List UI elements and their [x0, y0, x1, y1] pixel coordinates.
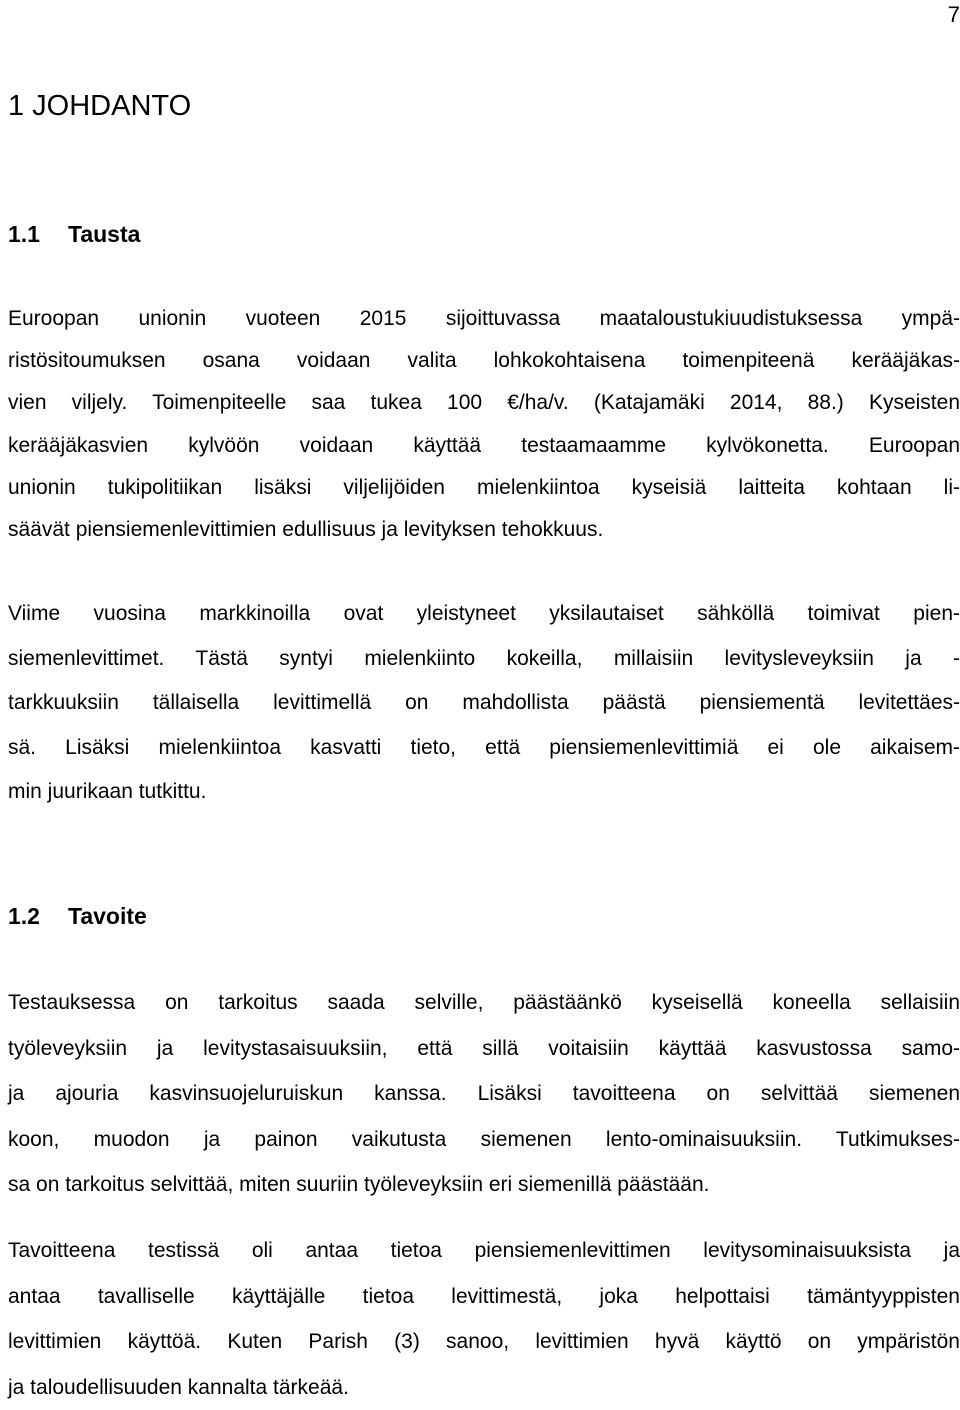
text-line: säävät piensiemenlevittimien edullisuus ja levityksen tehokkuus.: [8, 509, 960, 551]
section-heading-tausta: [8, 218, 140, 250]
text-line: vien viljely. Toimenpiteelle saa tukea 100 €/ha/v. (Katajamäki 2014, 88.) Kyseisten: [8, 382, 960, 424]
text-line: ristösitoumuksen osana voidaan valita lohkokohtaisena toimenpiteenä kerääjäkas-: [8, 340, 960, 382]
text-line: koon, muodon ja painon vaikutusta siemenen lento-ominaisuuksiin. Tutkimukses-: [8, 1117, 960, 1163]
paragraph-tavoite-1: [8, 980, 960, 1208]
chapter-title: 1 JOHDANTO: [8, 86, 191, 126]
page-number: 7: [948, 0, 960, 30]
section-title: Tavoite: [68, 903, 147, 929]
text-line: sa on tarkoitus selvittää, miten suuriin työleveyksiin eri siemenillä päästään.: [8, 1162, 960, 1208]
paragraph-tavoite-2: [8, 1228, 960, 1410]
paragraph-tausta-1: [8, 298, 960, 551]
text-line: siemenlevittimet. Tästä syntyi mielenkiinto kokeilla, millaisiin levitysleveyksiin ja -: [8, 637, 960, 682]
text-line: työleveyksiin ja levitystasaisuuksiin, että sillä voitaisiin käyttää kasvustossa samo-: [8, 1026, 960, 1072]
text-line: kerääjäkasvien kylvöön voidaan käyttää testaamaamme kylvökonetta. Euroopan: [8, 425, 960, 467]
text-line: ja taloudellisuuden kannalta tärkeää.: [8, 1365, 960, 1410]
text-line: unionin tukipolitiikan lisäksi viljelijöiden mielenkiintoa kyseisiä laitteita kohtaan li-: [8, 467, 960, 509]
text-line: sä. Lisäksi mielenkiintoa kasvatti tieto, että piensiemenlevittimiä ei ole aikaisem-: [8, 726, 960, 771]
text-line: ja ajouria kasvinsuojeluruiskun kanssa. Lisäksi tavoitteena on selvittää siemenen: [8, 1071, 960, 1117]
section-number: 1.2: [8, 900, 68, 932]
section-title: Tausta: [68, 221, 140, 247]
text-line: min juurikaan tutkittu.: [8, 770, 960, 815]
text-line: tarkkuuksiin tällaisella levittimellä on mahdollista päästä piensiementä levitettäes-: [8, 681, 960, 726]
text-line: Tavoitteena testissä oli antaa tietoa piensiemenlevittimen levitysominaisuuksista ja: [8, 1228, 960, 1274]
section-heading-tavoite: [8, 900, 147, 932]
text-line: Viime vuosina markkinoilla ovat yleistyneet yksilautaiset sähköllä toimivat pien-: [8, 592, 960, 637]
text-line: Euroopan unionin vuoteen 2015 sijoittuvassa maataloustukiuudistuksessa ympä-: [8, 298, 960, 340]
text-line: levittimien käyttöä. Kuten Parish (3) sanoo, levittimien hyvä käyttö on ympäristön: [8, 1319, 960, 1365]
paragraph-tausta-2: [8, 592, 960, 815]
text-line: Testauksessa on tarkoitus saada selville, päästäänkö kyseisellä koneella sellaisiin: [8, 980, 960, 1026]
text-line: antaa tavalliselle käyttäjälle tietoa levittimestä, joka helpottaisi tämäntyyppisten: [8, 1274, 960, 1320]
section-number: 1.1: [8, 218, 68, 250]
